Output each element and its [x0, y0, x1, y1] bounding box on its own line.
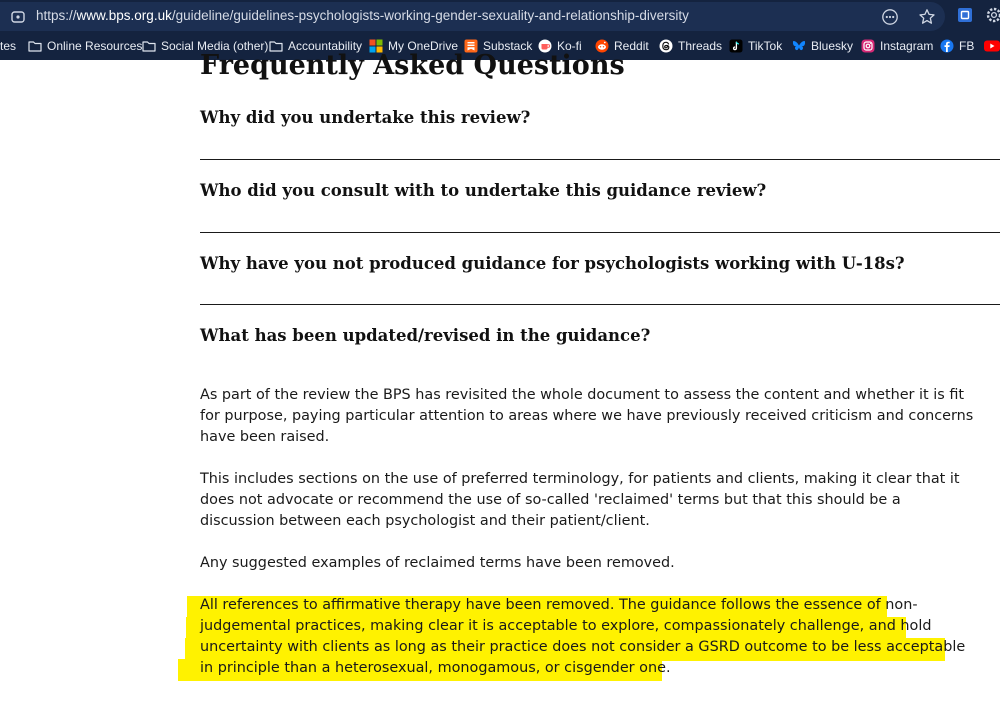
url-scheme: https:// [36, 8, 77, 23]
answer-line: All references to affirmative therapy have been removed. The guidance follows the essence of non- [200, 597, 918, 613]
bookmark-label: Instagram [880, 39, 934, 53]
faq-question-why-review[interactable]: Why did you undertake this review? [200, 108, 531, 127]
folder-icon [28, 39, 42, 53]
extension-icon[interactable] [956, 6, 974, 24]
page-actions-icon[interactable] [881, 8, 899, 26]
threads-icon [659, 39, 673, 53]
answer-paragraph-terminology [200, 469, 960, 532]
bookmark-label: Ko-fi [557, 39, 582, 53]
answer-line: As part of the review the BPS has revisited the whole document to assess the content and whether it is fit [200, 387, 965, 403]
bookmark-label: FB [959, 39, 975, 53]
url-host: www.bps.org.uk [76, 8, 172, 23]
page-title: Frequently Asked Questions [200, 50, 625, 81]
bookmark-label: My OneDrive [388, 39, 459, 53]
bookmark-bluesky[interactable] [792, 38, 853, 54]
bookmark-tes[interactable] [0, 38, 16, 54]
youtube-icon[interactable] [984, 39, 1000, 53]
answer-line: judgemental practices, making clear it is acceptable to explore, compassionately challenge, and hold [200, 618, 932, 634]
bookmark-label: TikTok [748, 39, 783, 53]
answer-paragraph-reclaimed-terms [200, 553, 950, 574]
faq-divider [200, 232, 1000, 233]
bookmark-label: Threads [678, 39, 723, 53]
answer-line: Any suggested examples of reclaimed terms have been removed. [200, 555, 675, 571]
faq-question-under-18s[interactable]: Why have you not produced guidance for psychologists working with U-18s? [200, 254, 905, 273]
bookmark-label: tes [0, 39, 17, 53]
answer-line: for purpose, paying particular attention to areas where we have previously received criticism and concerns [200, 408, 974, 424]
settings-gear-icon[interactable] [985, 6, 1000, 24]
bookmark-label: Accountability [288, 39, 363, 53]
answer-paragraph-affirmative-therapy [200, 595, 966, 679]
bookmark-tiktok[interactable] [729, 38, 782, 54]
facebook-icon [940, 39, 954, 53]
bookmark-instagram[interactable] [861, 38, 933, 54]
answer-paragraph-review-scope [200, 385, 974, 448]
bookmark-label: Bluesky [811, 39, 854, 53]
answer-line: in principle than a heterosexual, monogamous, or cisgender one. [200, 660, 671, 676]
bookmark-online-resources[interactable] [28, 38, 142, 54]
answer-line: discussion between each psychologist and their patient/client. [200, 513, 650, 529]
tiktok-icon [729, 39, 743, 53]
instagram-icon [861, 39, 875, 53]
faq-divider [200, 159, 1000, 160]
site-info-icon[interactable] [11, 11, 25, 23]
answer-line: does not advocate or recommend the use of so-called 'reclaimed' terms but that this should be a [200, 492, 901, 508]
url-path: /guideline/guidelines-psychologists-working-gender-sexuality-and-relationship-diversity [171, 8, 689, 23]
answer-line: uncertainty with clients as long as their practice does not consider a GSRD outcome to be less acceptable [200, 639, 966, 655]
answer-line: This includes sections on the use of preferred terminology, for patients and clients, making it clear that it [200, 471, 960, 487]
address-bar[interactable] [0, 2, 945, 31]
faq-divider [200, 304, 1000, 305]
bookmark-threads[interactable] [659, 38, 722, 54]
folder-icon [142, 39, 156, 53]
url-text[interactable] [36, 8, 689, 23]
faq-question-who-consulted[interactable]: Who did you consult with to undertake this guidance review? [200, 181, 767, 200]
bookmark-fb[interactable] [940, 38, 974, 54]
bookmark-label: Substack [483, 39, 533, 53]
answer-line: have been raised. [200, 429, 330, 445]
bookmark-label: Social Media (other) [161, 39, 269, 53]
bluesky-icon [792, 39, 806, 53]
favorite-star-icon[interactable] [918, 8, 936, 26]
bookmark-label: Online Resources [47, 39, 143, 53]
bookmark-label: Reddit [614, 39, 649, 53]
faq-question-what-updated[interactable]: What has been updated/revised in the guidance? [200, 326, 651, 345]
